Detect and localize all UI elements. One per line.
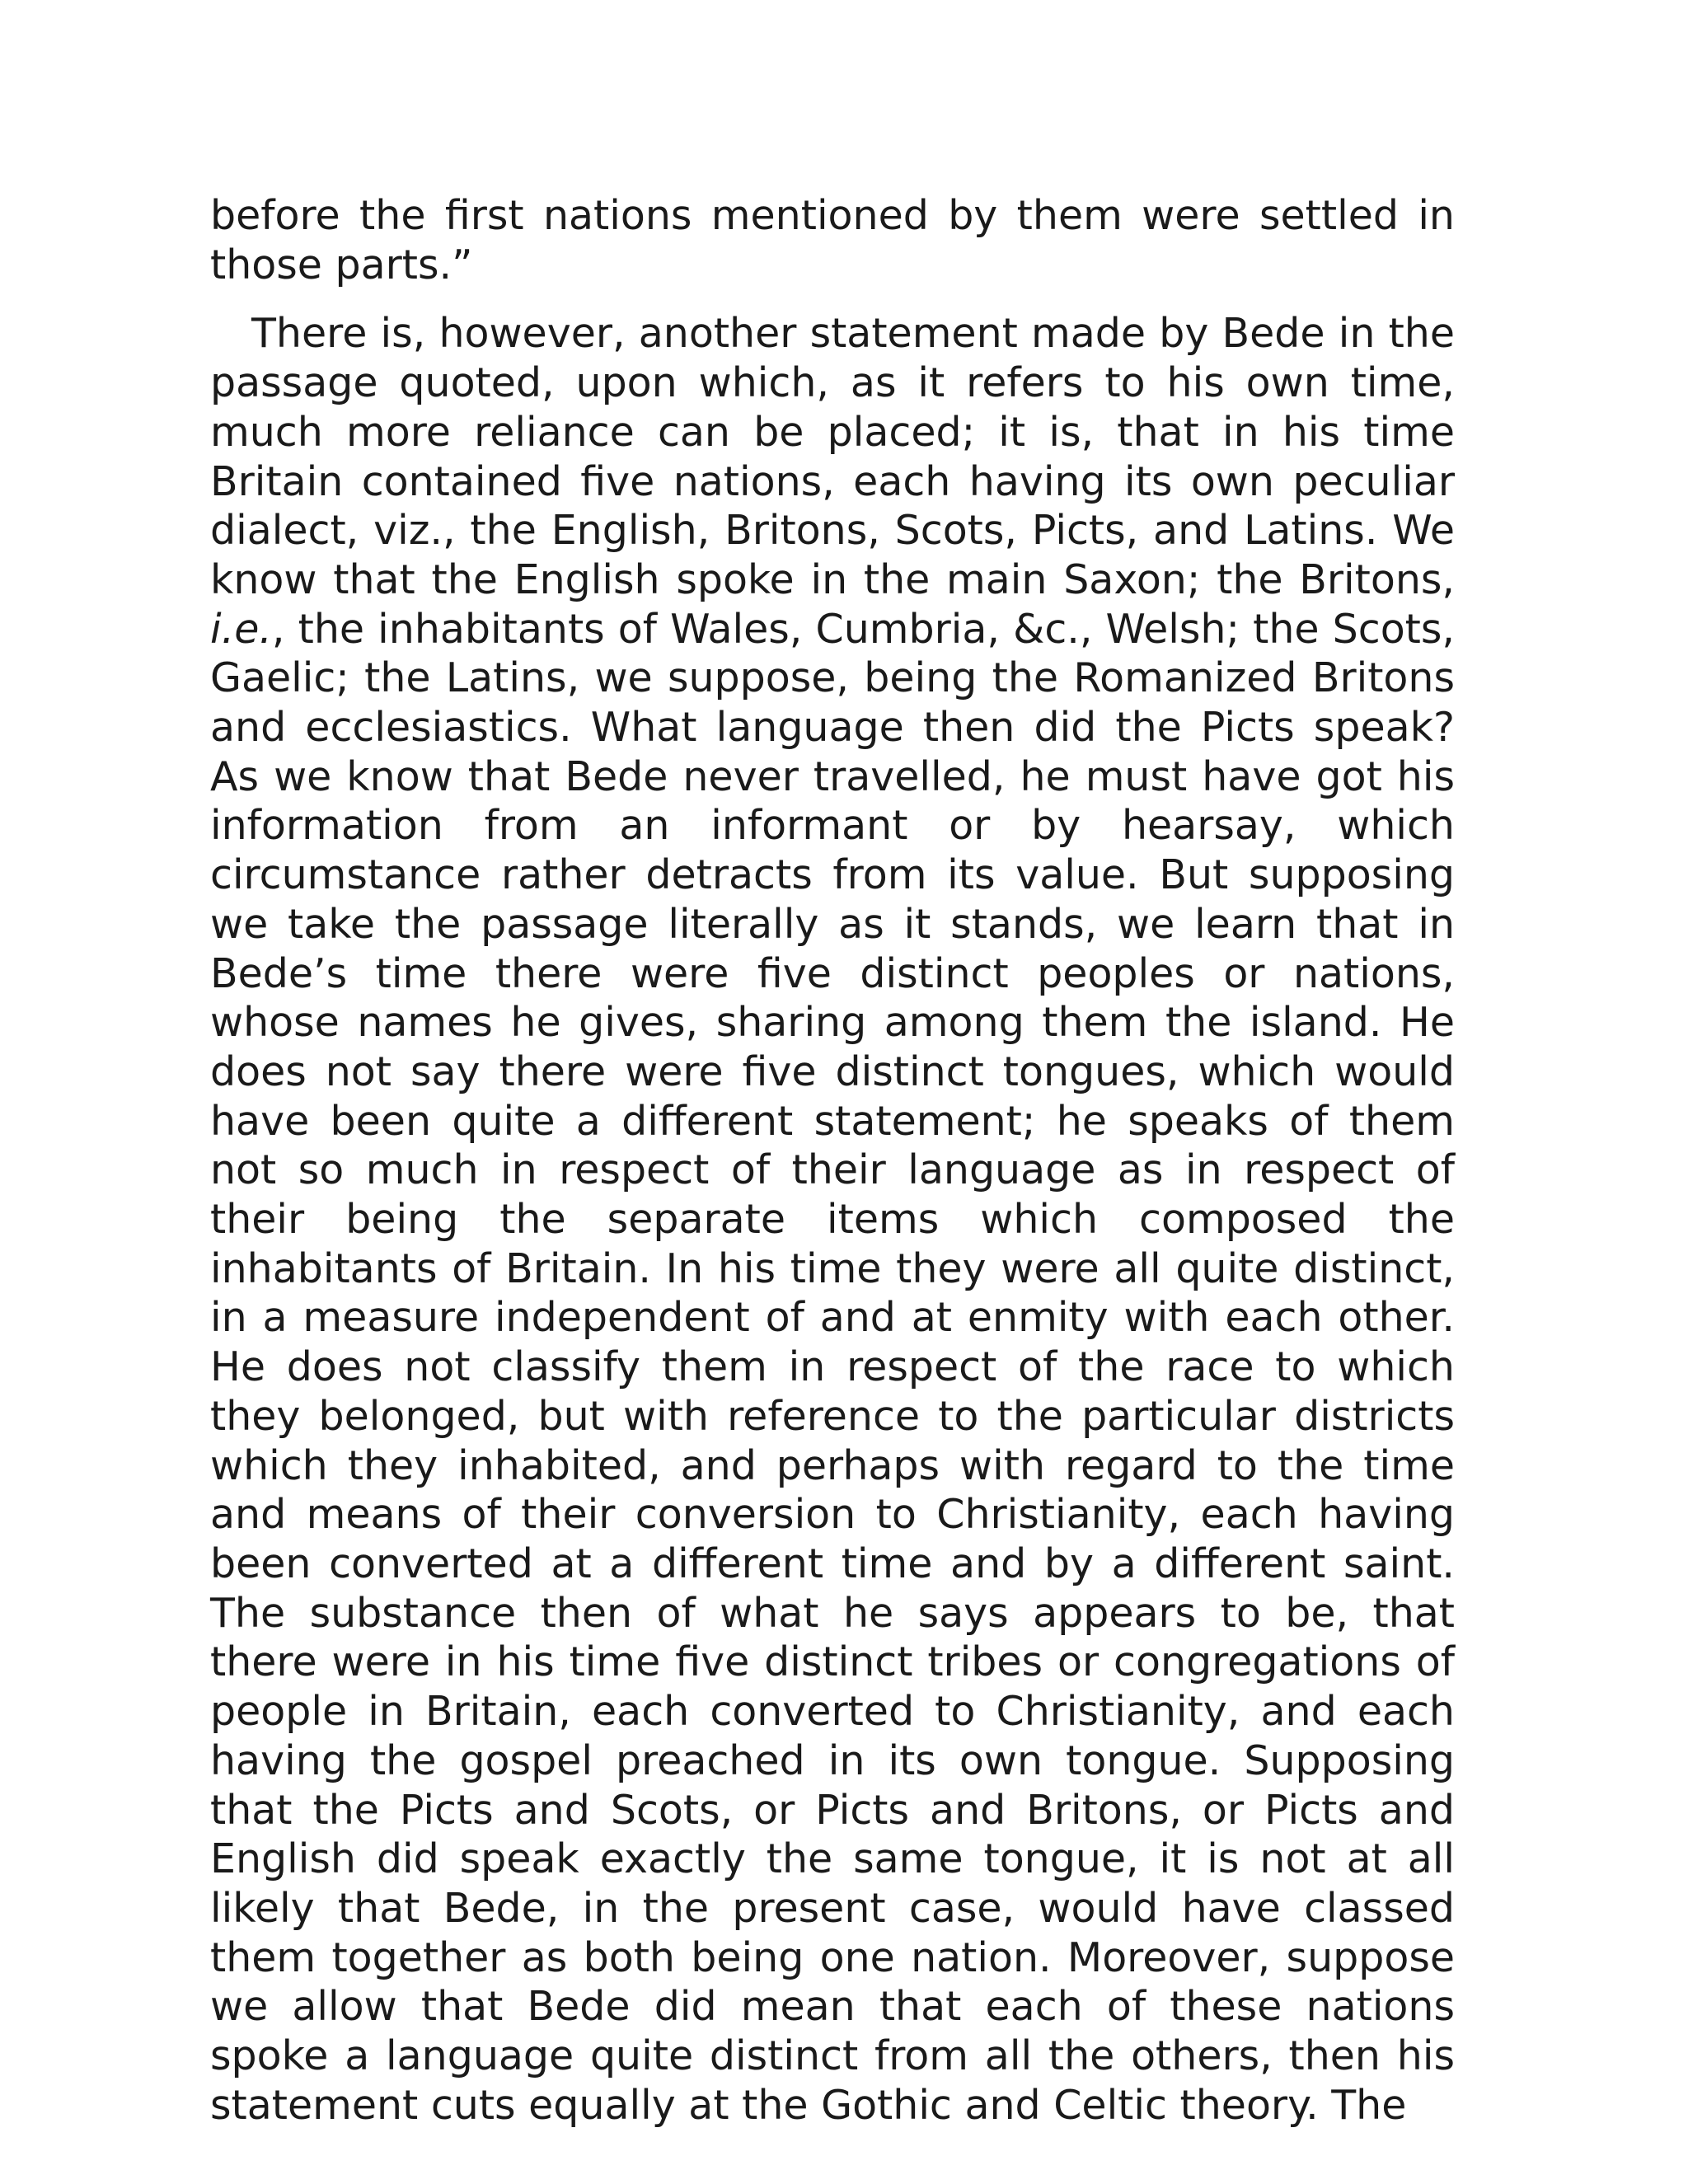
italic-abbreviation: i.e. xyxy=(210,605,272,653)
page-body xyxy=(210,191,1455,2130)
paragraph-text: before the first nations mentioned by them were settled in those parts.” xyxy=(210,192,1455,288)
paragraph-main xyxy=(210,309,1455,2130)
paragraph-text-after-italic: , the inhabitants of Wales, Cumbria, &c., Welsh; the Scots, Gaelic; the Latins, we suppose, being the Romanized Britons and ecclesiastics. What language then did the Picts speak? As we know that Bede never travelled, he must have got his information from an informant or by hearsay, which circumstance rather detracts from its value. But supposing we take the passage literally as it stands, we learn that in Bede’s time there were five distinct peoples or nations, whose names he gives, sharing among them the island. He does not say there were five distinct tongues, which would have been quite a different statement; he speaks of them not so much in respect of their language as in respect of their being the separate items which composed the inhabitants of Britain. In his time they were all quite distinct, in a measure independent of and at enmity with each other. He does not classify them in respect of the race to which they belonged, but with reference to the particular districts which they inhabited, and perhaps with regard to the time and means of their conversion to Christianity, each having been converted at a different time and by a different saint. The substance then of what he says appears to be, that there were in his time five distinct tribes or congregations of people in Britain, each converted to Christianity, and each having the gospel preached in its own tongue. Supposing that the Picts and Scots, or Picts and Britons, or Picts and English did speak exactly the same tongue, it is not at all likely that Bede, in the present case, would have classed them together as both being one nation. Moreover, suppose we allow that Bede did mean that each of these nations spoke a language quite distinct from all the others, then his statement cuts equally at the Gothic and Celtic theory. The xyxy=(210,605,1455,2129)
paragraph-continuation xyxy=(210,191,1455,289)
paragraph-text-before-italic: There is, however, another statement made by Bede in the passage quoted, upon which, as it refers to his own time, much more reliance can be placed; it is, that in his time Britain contained five nations, each having its own peculiar dialect, viz., the English, Britons, Scots, Picts, and Latins. We know that the English spoke in the main Saxon; the Britons, xyxy=(210,310,1455,603)
